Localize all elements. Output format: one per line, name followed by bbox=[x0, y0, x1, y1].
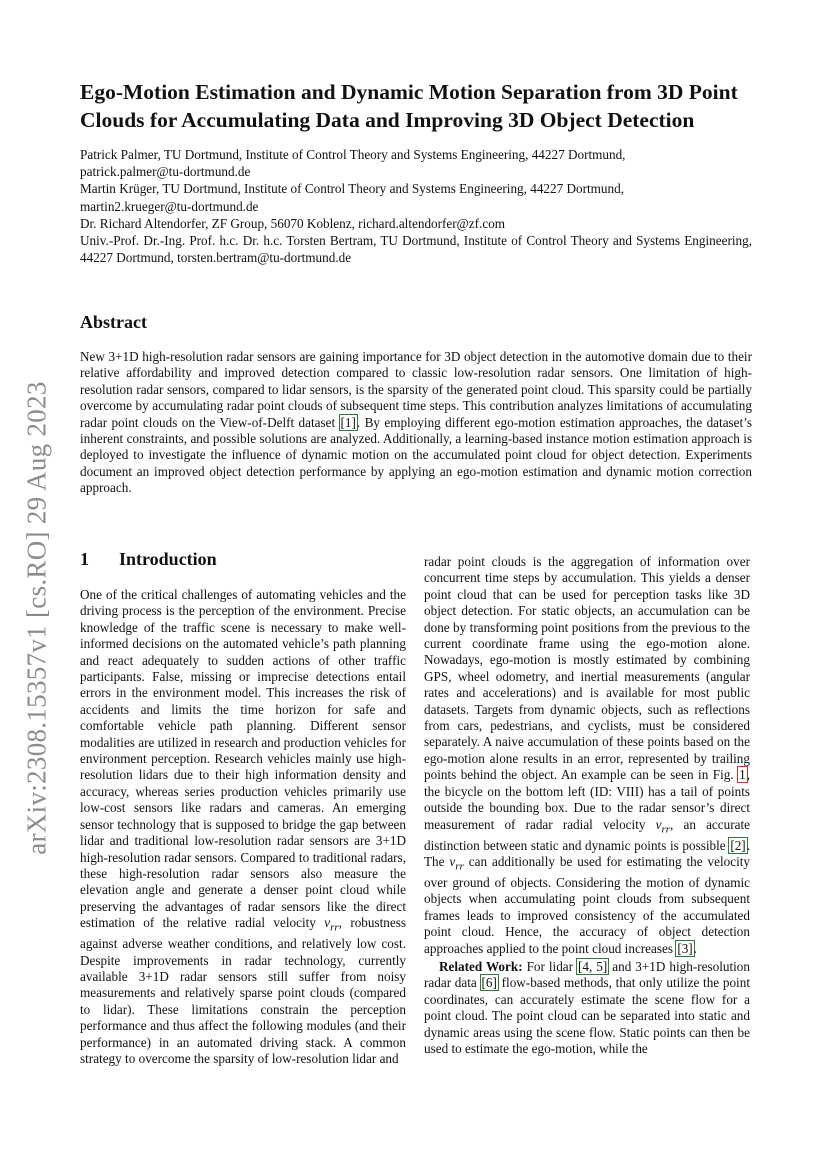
abstract-heading: Abstract bbox=[80, 312, 147, 332]
abstract-text bbox=[80, 349, 752, 497]
related-work-lead: Related Work: bbox=[439, 959, 523, 975]
intro-right-column bbox=[424, 554, 750, 1057]
variable-vrr: $v_{rr}$ bbox=[449, 853, 464, 873]
figure-ref-link[interactable]: 1 bbox=[739, 767, 746, 783]
body-text: , an accurate distinction between static and dynamic points is possible bbox=[424, 816, 750, 853]
body-text: One of the critical challenges of automating vehicles and the driving process is the perception of the environment. Precise knowledge of the traffic scene is necessary to make well-informed decisions on the automated vehicle’s path planning and react adequately to sudden actions of other traffic participants. False, missing or imprecise detections entail errors in the environment model. This increases the risk of accidents and limits the time horizon for safe and comfortable vehicle path planning. Different sensor modalities are utilized in research and production vehicles for environment perception. Research vehicles mainly use high-resolution lidars due to their high information density and accuracy, whereas series production vehicles primarily use low-cost sensors like radars and cameras. An emerging sensor technology that is supposed to bridge the gap between lidar and traditional low-resolution radar sensors are 3+1D high-resolution radar sensors. Compared to traditional radars, these high-resolution radar sensors also measure the elevation angle and generate a denser point cloud while preserving the advantages of radar sensors like the direct estimation of the relative radial velocity bbox=[80, 587, 406, 931]
related-work-paragraph bbox=[424, 959, 750, 1057]
arxiv-watermark bbox=[22, 358, 52, 878]
author-line: Patrick Palmer, TU Dortmund, Institute of Control Theory and Systems Engineering, 44227 Dortmund, bbox=[80, 147, 626, 162]
citation-link[interactable]: [2] bbox=[730, 837, 746, 853]
author-line: Dr. Richard Altendorfer, ZF Group, 56070 Koblenz, richard.altendorfer@zf.com bbox=[80, 215, 506, 231]
section-number: 1 bbox=[80, 549, 89, 569]
section-title: Introduction bbox=[119, 549, 217, 569]
body-text: and 3+1D high-resolution radar data bbox=[424, 959, 750, 991]
arxiv-watermark-text[interactable]: arXiv:2308.15357v1 [cs.RO] 29 Aug 2023 bbox=[21, 381, 52, 855]
body-text: . The bbox=[424, 837, 750, 869]
intro-left-column bbox=[80, 587, 406, 1067]
body-text: For lidar bbox=[522, 959, 578, 975]
body-text: , the bicycle on the bottom left (ID: VIII) has a tail of points outside the bounding box. Due to the radar sensor’s direct measurement of radar radial velocity bbox=[424, 767, 750, 832]
author-email: patrick.palmer@tu-dortmund.de bbox=[80, 164, 251, 180]
body-text: . bbox=[693, 940, 697, 956]
body-text: flow-based methods, that only utilize the point coordinates, can accurately estimate the scene flow for a point cloud. The point cloud can be separated into static and dynamic areas using the scene flow. Static points can then be used to estimate the ego-motion, while the bbox=[424, 975, 750, 1057]
variable-vrr: $v_{rr}$ bbox=[324, 915, 339, 934]
citation-link[interactable]: [3] bbox=[677, 940, 693, 956]
section-heading bbox=[80, 549, 217, 570]
abstract-text-part: . By employing different ego-motion estimation approaches, the dataset’s inherent constraints, and possible solutions are analyzed. Additionally, a learning-based instance motion estimation approach is deployed to investigate the influence of dynamic motion on the accumulated point cloud for object detection. Experiments document an improved object detection performance by applying an ego-motion estimation and dynamic motion correction approach. bbox=[80, 414, 752, 496]
author-line: Martin Krüger, TU Dortmund, Institute of Control Theory and Systems Engineering, 44227 Dortmund, bbox=[80, 181, 624, 197]
body-text: can additionally be used for estimating the velocity over ground of objects. Considering the motion of dynamic objects when accumulating point clouds from subsequent frames leads to improved consistency of the accumulated point cloud. Hence, the accuracy of object detection approaches applied to the point cloud increases bbox=[424, 853, 750, 956]
body-text: radar point clouds is the aggregation of information over concurrent time steps by accumulation. This yields a denser point cloud that can be used for perception tasks like 3D object detection. For static objects, an accumulation can be done by transforming point positions from the previous to the current coordinate frame using the ego-motion alone. Nowadays, ego-motion is mostly estimated by combining GPS, wheel odometry, and inertial measurements (angular rates and accelerations) and is available for most public datasets. Targets from dynamic objects, such as reflections from cars, pedestrians, and cyclists, must be considered separately. A naive accumulation of these points based on the ego-motion alone results in an error, represented by trailing points behind the object. An example can be seen in Fig. bbox=[424, 554, 750, 783]
author-line: Univ.-Prof. Dr.-Ing. Prof. h.c. Dr. h.c. Torsten Bertram, TU Dortmund, Institute of Control Theory and Systems Engineering, 44227 Dortmund, torsten.bertram@tu-dortmund.de bbox=[80, 233, 752, 266]
body-text: , robustness against adverse weather conditions, and relatively low cost. Despite improvements in radar technology, currently available 3+1D radar sensors still suffer from noisy measurements and relatively sparse point clouds (compared to lidar). These limitations constrain the perception performance and thus affect the following modules (and their performance) in an automated driving stack. A common strategy to overcome the sparsity of low-resolution lidar and bbox=[80, 915, 406, 1067]
author-block bbox=[80, 146, 752, 266]
author-email: martin2.krueger@tu-dortmund.de bbox=[80, 198, 259, 214]
variable-vrr: $v_{rr}$ bbox=[655, 816, 671, 836]
paper-title: Ego-Motion Estimation and Dynamic Motion Separation from 3D Point Clouds for Accumulating Data and Improving 3D Object Detection bbox=[80, 80, 738, 132]
citation-link[interactable]: [6] bbox=[481, 975, 497, 991]
citation-link[interactable]: [1] bbox=[340, 414, 356, 430]
body-paragraph bbox=[424, 554, 750, 957]
citation-link[interactable]: [4, 5] bbox=[578, 959, 608, 975]
abstract-text-part: New 3+1D high-resolution radar sensors are gaining importance for 3D object detection in the automotive domain due to their relative affordability and improved detection compared to classic low-resolution radar sensors. One limitation of high-resolution radar sensors, compared to lidar sensors, is the sparsity of the generated point cloud. This sparsity could be partially overcome by accumulating radar point clouds of subsequent time steps. This contribution analyzes limitations of accumulating radar point clouds on the View-of-Delft dataset bbox=[80, 349, 752, 430]
